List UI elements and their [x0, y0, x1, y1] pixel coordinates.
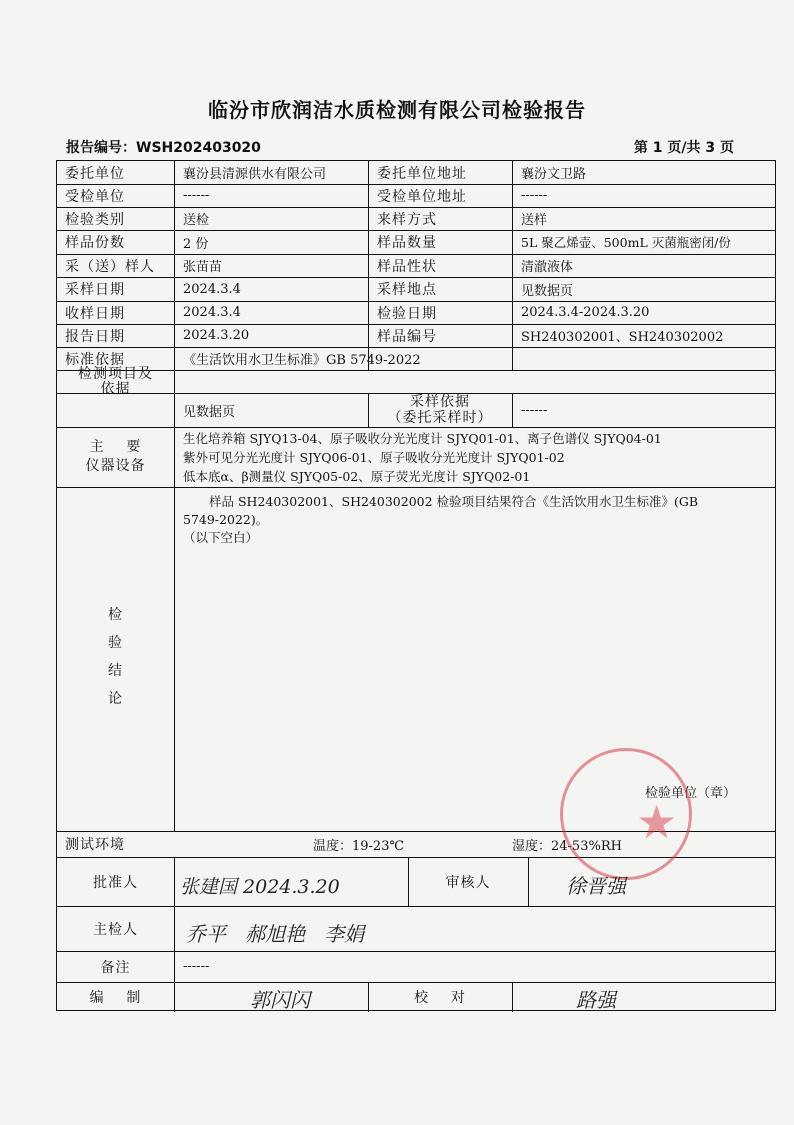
equipment-label-line1: 主 要: [89, 439, 142, 455]
sampling-basis-label: [368, 393, 512, 427]
entrust-unit-value: 襄汾县清源供水有限公司: [183, 167, 327, 182]
approver-signature: 张建国 2024.3.20: [180, 876, 340, 898]
sampling-basis-label-line1: 采样依据: [410, 394, 470, 410]
equipment-line-1: 生化培养箱 SJYQ13-04、原子吸收分光光度计 SJYQ01-01、离子色谱仪 SJYQ04-01: [183, 431, 662, 446]
temperature-value: 温度：19-23℃: [313, 838, 405, 854]
test-items-label-line2: 依据: [100, 380, 131, 397]
conclusion-text: [183, 493, 773, 547]
humidity-value: 湿度：24-53%RH: [512, 838, 622, 854]
reviewer-signature: 徐晋强: [566, 874, 626, 898]
receive-date-label: 收样日期: [65, 305, 125, 322]
conclusion-label-char-1: 检: [108, 607, 123, 623]
standard-value: 《生活饮用水卫生标准》GB 5749-2022: [183, 353, 421, 368]
sampling-basis-value: ------: [521, 402, 548, 418]
sample-quantity-label: 样品数量: [377, 235, 437, 251]
sample-place-label: 采样地点: [377, 282, 437, 298]
seal-star-icon: ★: [636, 795, 678, 849]
report-date-label: 报告日期: [65, 328, 125, 345]
inspected-unit-value: ------: [183, 188, 210, 203]
equipment-line-3: 低本底α、β测量仪 SJYQ05-02、原子荧光光度计 SJYQ02-01: [183, 469, 531, 484]
standard-label: 标准依据: [65, 351, 125, 368]
conclusion-label-char-2: 验: [108, 635, 123, 651]
entrust-unit-label: 委托单位: [65, 165, 125, 182]
inspection-type-value: 送检: [183, 213, 210, 228]
conclusion-line-3: （以下空白）: [183, 530, 259, 545]
conclusion-label-char-3: 结: [108, 663, 123, 679]
conclusion-line-1: 样品 SH240302001、SH240302002 检验项目结果符合《生活饮用水卫生标准》(GB: [209, 494, 699, 509]
test-items-label-line1: 检测项目及: [78, 365, 153, 382]
test-date-label: 检验日期: [377, 305, 437, 322]
checker-signature: 路强: [576, 988, 616, 1012]
report-number: 报告编号：WSH202403020: [66, 140, 261, 156]
sample-quantity-value: 5L 聚乙烯壶、500mL 灭菌瓶密闭/份: [521, 235, 731, 250]
sample-copies-label: 样品份数: [65, 235, 125, 251]
conclusion-line-2: 5749-2022)。: [183, 512, 269, 527]
reviewer-label: [408, 857, 528, 906]
sample-method-label: 来样方式: [377, 211, 437, 228]
inspected-address-value: ------: [521, 188, 548, 203]
sampler-value: 张苗苗: [183, 260, 223, 275]
sampler-label: 采（送）样人: [65, 258, 155, 275]
test-date-value: 2024.3.4-2024.3.20: [521, 305, 650, 320]
reviewer-label-text: 审核人: [445, 874, 491, 891]
report-title: 临汾市欣润洁水质检测有限公司检验报告: [208, 98, 586, 122]
test-items-value: 见数据页: [183, 404, 236, 420]
report-table: [56, 160, 776, 1011]
sampling-basis-label-line2: （委托采样时）: [387, 410, 493, 426]
conclusion-label-char-4: 论: [108, 691, 123, 707]
equipment-list: [183, 429, 662, 486]
compiler-signature: 郭闪闪: [250, 988, 310, 1012]
equipment-line-2: 紫外可见分光光度计 SJYQ06-01、原子吸收分光光度计 SJYQ01-02: [183, 450, 565, 465]
seal-label: 检验单位（章）: [645, 785, 737, 801]
conclusion-label: [57, 601, 174, 713]
inspected-address-label: 受检单位地址: [377, 188, 467, 205]
remark-label: 备注: [100, 959, 131, 976]
approver-label: 批准人: [93, 874, 138, 891]
inspection-type-label: 检验类别: [65, 211, 125, 228]
receive-date-value: 2024.3.4: [183, 305, 241, 320]
test-items-label: [57, 365, 174, 397]
sample-state-value: 清澈液体: [521, 260, 574, 275]
equipment-label-line2: 仪器设备: [85, 458, 146, 474]
sample-place-value: 见数据页: [521, 283, 574, 299]
entrust-address-value: 襄汾文卫路: [521, 167, 587, 182]
page-info: 第 1 页/共 3 页: [633, 140, 734, 156]
compiler-label: 编 制: [89, 990, 142, 1006]
checker-label: 校 对: [414, 990, 466, 1006]
inspected-unit-label: 受检单位: [65, 188, 125, 205]
sample-method-value: 送样: [521, 213, 548, 228]
sample-number-label: 样品编号: [377, 328, 437, 345]
entrust-address-label: 委托单位地址: [377, 165, 467, 182]
environment-label: 测试环境: [65, 837, 125, 853]
sample-number-value: SH240302001、SH240302002: [521, 330, 724, 345]
sample-date-value: 2024.3.4: [183, 281, 241, 297]
sample-state-label: 样品性状: [377, 258, 437, 275]
remark-value: ------: [183, 959, 210, 974]
sample-date-label: 采样日期: [65, 282, 125, 298]
inspector-label: 主检人: [93, 921, 138, 938]
equipment-label: [57, 427, 174, 487]
sample-copies-value: 2 份: [183, 236, 209, 252]
report-date-value: 2024.3.20: [183, 328, 250, 343]
inspector-signature: 乔平 郝旭艳 李娟: [186, 922, 365, 946]
